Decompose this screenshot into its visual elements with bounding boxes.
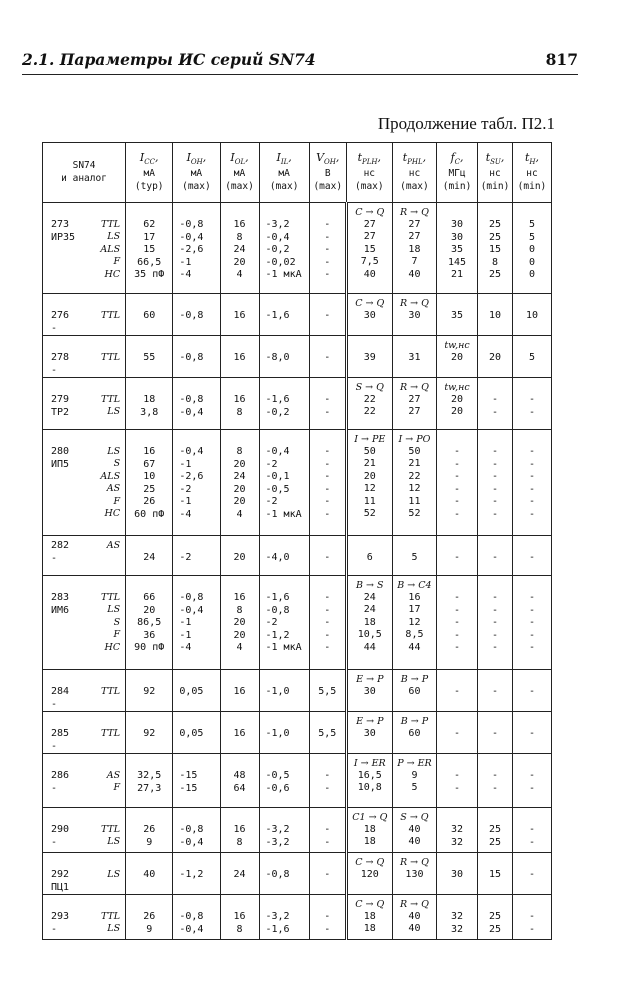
cell-tplh: S → Q 22 22 [346, 378, 392, 430]
cell-voh: 5,5 [309, 670, 346, 712]
cell-voh: - - - - - [309, 576, 346, 670]
cell-voh: - [309, 853, 346, 895]
cell-icc: 60 [126, 294, 173, 336]
table-row [43, 712, 552, 754]
cell-tsu: - - - - - - [478, 430, 513, 536]
device-number: 292 ПЦ1 [51, 869, 70, 893]
cell-fc: 30 [437, 853, 478, 895]
col-symbol: $I_{OH}$, [186, 151, 207, 167]
col-unit: нс [408, 168, 421, 179]
cell-icc: 66 20 86,5 36 90 пФ [126, 576, 173, 670]
cell-tplh: C1 → Q 18 18 [346, 808, 392, 853]
device-cell [43, 712, 126, 754]
device-number: 285 - [51, 728, 70, 752]
cell-ioh: -0,8 [173, 294, 220, 336]
cell-tsu: - - [478, 378, 513, 430]
col-qualifier: (max) [225, 180, 254, 192]
device-number: 280 ИП5 [51, 446, 70, 470]
table-row [43, 576, 552, 670]
cell-th: - - [512, 895, 551, 940]
table-row [43, 853, 552, 895]
cell-fc: 35 [437, 294, 478, 336]
device-cell [43, 808, 126, 853]
table-row [43, 378, 552, 430]
table-row [43, 754, 552, 808]
cell-tsu: - - - - - [478, 576, 513, 670]
cell-fc: - - [437, 754, 478, 808]
device-cell [43, 430, 126, 536]
cell-icc: 55 [126, 336, 173, 378]
device-series: TTL LS [100, 394, 121, 418]
col-header-iil [259, 143, 309, 203]
col-header-tphl [392, 143, 436, 203]
col-unit: нс [489, 168, 501, 179]
cell-ioh: 0,05 [173, 712, 220, 754]
table-row [43, 294, 552, 336]
table-row [43, 336, 552, 378]
cell-ioh: -1,2 [173, 853, 220, 895]
device-series: TTL [100, 352, 121, 363]
cell-tsu: - [478, 712, 513, 754]
cell-iol: 16 8 24 20 4 [220, 203, 259, 294]
col-qualifier: (min) [480, 180, 510, 192]
cell-icc: 18 3,8 [126, 378, 173, 430]
cell-iol: 8 20 24 20 20 4 [220, 430, 259, 536]
col-unit: мА [190, 168, 203, 179]
cell-iil: -3,2 -0,4 -0,2 -0,02 -1 мкА [259, 203, 309, 294]
col-device-line1: SN74 [72, 159, 96, 171]
cell-voh: - [309, 536, 346, 576]
cell-fc: tw,нс 20 20 [437, 378, 478, 430]
col-unit: мА [143, 168, 155, 179]
cell-ioh: -15 -15 [173, 754, 220, 808]
cell-icc: 62 17 15 66,5 35 пФ [126, 203, 173, 294]
running-title: 2.1. Параметры ИС серий SN74 [22, 50, 316, 69]
device-series: AS [106, 540, 121, 551]
header-row [43, 143, 552, 203]
cell-tphl: R → Q 30 [392, 294, 436, 336]
cell-tphl: R → Q 27 27 [392, 378, 436, 430]
device-cell [43, 336, 126, 378]
col-symbol: $I_{CC}$, [139, 151, 159, 167]
col-header-icc [126, 143, 173, 203]
cell-iil: -3,2 -3,2 [259, 808, 309, 853]
cell-voh: - - [309, 378, 346, 430]
cell-tsu: 25 25 15 8 25 [478, 203, 513, 294]
col-qualifier: (max) [313, 180, 343, 192]
device-number: 276 - [51, 310, 70, 334]
col-header-tplh [346, 143, 392, 203]
col-symbol: $t_{SU}$, [485, 151, 505, 167]
device-cell [43, 203, 126, 294]
device-number: 282 - [51, 540, 70, 564]
table-row [43, 895, 552, 940]
table-row [43, 808, 552, 853]
cell-iil: -1,6 -0,2 [259, 378, 309, 430]
cell-th: - [512, 712, 551, 754]
cell-voh: - - [309, 754, 346, 808]
cell-iol: 16 [220, 670, 259, 712]
page-number: 817 [545, 50, 578, 69]
cell-iil: -0,5 -0,6 [259, 754, 309, 808]
device-number: 290 - [51, 824, 70, 848]
cell-iil: -1,0 [259, 712, 309, 754]
table-row [43, 430, 552, 536]
col-qualifier: (min) [442, 180, 472, 192]
running-head [22, 50, 578, 75]
cell-iol: 16 [220, 294, 259, 336]
cell-voh: - [309, 294, 346, 336]
cell-tphl: 31 [392, 336, 436, 378]
cell-tphl: S → Q 40 40 [392, 808, 436, 853]
col-unit: мА [278, 168, 290, 179]
device-cell [43, 670, 126, 712]
device-cell [43, 536, 126, 576]
cell-th: 5 5 0 0 0 [512, 203, 551, 294]
cell-iil: -1,0 [259, 670, 309, 712]
parameters-table [42, 142, 552, 940]
device-number: 283 ИМ6 [51, 592, 70, 616]
cell-voh: - - [309, 895, 346, 940]
col-unit: В [324, 168, 331, 179]
col-header-device [43, 143, 126, 203]
col-header-fc [437, 143, 478, 203]
device-series: TTL LS [100, 824, 121, 848]
cell-iil: -3,2 -1,6 [259, 895, 309, 940]
cell-iol: 16 [220, 712, 259, 754]
cell-th: - [512, 536, 551, 576]
device-number: 279 ТР2 [51, 394, 70, 418]
cell-tplh: C → Q 120 [346, 853, 392, 895]
device-series: TTL [100, 686, 121, 697]
cell-fc: tw,нс 20 [437, 336, 478, 378]
cell-icc: 92 [126, 670, 173, 712]
cell-icc: 40 [126, 853, 173, 895]
cell-tsu: 20 [478, 336, 513, 378]
cell-th: - - - - - [512, 576, 551, 670]
cell-iil: -0,4 -2 -0,1 -0,5 -2 -1 мкА [259, 430, 309, 536]
cell-tsu: 25 25 [478, 895, 513, 940]
cell-fc: - - - - - - [437, 430, 478, 536]
cell-th: - - [512, 754, 551, 808]
cell-ioh: -0,8 -0,4 -1 -1 -4 [173, 576, 220, 670]
col-header-ioh [173, 143, 220, 203]
cell-voh: - - - - - - [309, 430, 346, 536]
table-row [43, 670, 552, 712]
cell-ioh: -0,8 -0,4 [173, 378, 220, 430]
cell-iol: 20 [220, 536, 259, 576]
col-header-th [512, 143, 551, 203]
cell-iil: -1,6 -0,8 -2 -1,2 -1 мкА [259, 576, 309, 670]
cell-iol: 16 8 [220, 378, 259, 430]
cell-iol: 48 64 [220, 754, 259, 808]
cell-voh: - [309, 336, 346, 378]
cell-tplh: E → P 30 [346, 670, 392, 712]
cell-fc: 32 32 [437, 808, 478, 853]
device-series: TTL [100, 310, 121, 321]
cell-tplh: C → Q 18 18 [346, 895, 392, 940]
col-qualifier: (typ) [134, 180, 164, 192]
col-symbol: $t_H$, [524, 151, 539, 167]
device-cell [43, 576, 126, 670]
col-device-line2: и аналог [61, 172, 107, 184]
cell-iol: 24 [220, 853, 259, 895]
cell-icc: 92 [126, 712, 173, 754]
cell-ioh: -0,8 -0,4 [173, 808, 220, 853]
cell-ioh: -2 [173, 536, 220, 576]
cell-tsu: 10 [478, 294, 513, 336]
cell-tplh: I → PE 50 21 20 12 11 52 [346, 430, 392, 536]
col-symbol: $t_{PHL}$, [402, 151, 427, 167]
cell-tsu: - [478, 670, 513, 712]
device-number: 286 - [51, 770, 70, 794]
cell-iil: -1,6 [259, 294, 309, 336]
device-series: LS S ALS AS F HC [100, 446, 121, 520]
cell-tphl: R → Q 40 40 [392, 895, 436, 940]
col-qualifier: (min) [517, 180, 547, 192]
cell-iol: 16 8 20 20 4 [220, 576, 259, 670]
cell-fc: - [437, 670, 478, 712]
cell-tplh: C → Q 27 27 15 7,5 40 [346, 203, 392, 294]
cell-icc: 24 [126, 536, 173, 576]
col-header-iol [220, 143, 259, 203]
table-row [43, 203, 552, 294]
cell-tphl: P → ER 9 5 [392, 754, 436, 808]
device-series: TTL LS S F HC [100, 592, 121, 653]
cell-th: - - - - - - [512, 430, 551, 536]
col-header-tsu [478, 143, 513, 203]
col-unit: нс [526, 168, 538, 179]
cell-fc: - - - - - [437, 576, 478, 670]
cell-ioh: -0,8 -0,4 [173, 895, 220, 940]
cell-iil: -8,0 [259, 336, 309, 378]
col-unit: МГц [448, 168, 466, 179]
device-cell [43, 853, 126, 895]
device-series: TTL LS [100, 911, 121, 935]
cell-tplh: E → P 30 [346, 712, 392, 754]
device-number: 278 - [51, 352, 70, 376]
cell-tplh: I → ER 16,5 10,8 [346, 754, 392, 808]
device-number: 284 - [51, 686, 70, 710]
col-symbol: $t_{PLH}$, [357, 151, 381, 167]
cell-icc: 16 67 10 25 26 60 пФ [126, 430, 173, 536]
cell-tphl: B → C4 16 17 12 8,5 44 [392, 576, 436, 670]
cell-tphl: B → P 60 [392, 712, 436, 754]
cell-voh: - - [309, 808, 346, 853]
cell-tsu: - [478, 536, 513, 576]
cell-iil: -0,8 [259, 853, 309, 895]
cell-iol: 16 8 [220, 808, 259, 853]
cell-fc: - [437, 536, 478, 576]
device-series: LS [107, 869, 121, 880]
device-cell [43, 895, 126, 940]
cell-th: - - [512, 378, 551, 430]
cell-icc: 32,5 27,3 [126, 754, 173, 808]
cell-iol: 16 8 [220, 895, 259, 940]
table-row [43, 536, 552, 576]
cell-tsu: 25 25 [478, 808, 513, 853]
cell-th: 10 [512, 294, 551, 336]
cell-fc: 30 30 35 145 21 [437, 203, 478, 294]
cell-voh: 5,5 [309, 712, 346, 754]
cell-tsu: 15 [478, 853, 513, 895]
device-series: AS F [106, 770, 121, 794]
cell-tphl: 5 [392, 536, 436, 576]
col-qualifier: (max) [269, 180, 299, 192]
col-unit: мА [233, 168, 246, 179]
cell-tplh: B → S 24 24 18 10,5 44 [346, 576, 392, 670]
col-qualifier: (max) [400, 180, 429, 192]
cell-th: 5 [512, 336, 551, 378]
device-number: 293 - [51, 911, 70, 935]
cell-ioh: -0,8 -0,4 -2,6 -1 -4 [173, 203, 220, 294]
cell-tphl: B → P 60 [392, 670, 436, 712]
col-symbol: $V_{OH}$, [316, 151, 340, 167]
col-symbol: $f_C$, [450, 151, 464, 167]
cell-fc: - [437, 712, 478, 754]
col-qualifier: (max) [182, 180, 211, 192]
device-series: TTL [100, 728, 121, 739]
cell-voh: - - - - - [309, 203, 346, 294]
device-cell [43, 294, 126, 336]
cell-icc: 26 9 [126, 808, 173, 853]
cell-tphl: R → Q 130 [392, 853, 436, 895]
cell-ioh: 0,05 [173, 670, 220, 712]
cell-ioh: -0,8 [173, 336, 220, 378]
cell-tphl: I → PO 50 21 22 12 11 52 [392, 430, 436, 536]
cell-iil: -4,0 [259, 536, 309, 576]
cell-icc: 26 9 [126, 895, 173, 940]
device-cell [43, 754, 126, 808]
cell-iol: 16 [220, 336, 259, 378]
cell-tphl: R → Q 27 27 18 7 40 [392, 203, 436, 294]
cell-tplh: 39 [346, 336, 392, 378]
cell-th: - [512, 853, 551, 895]
device-series: TTL LS ALS F HC [100, 219, 121, 280]
device-number: 273 ИР35 [51, 219, 76, 243]
col-header-voh [309, 143, 346, 203]
cell-tplh: C → Q 30 [346, 294, 392, 336]
cell-th: - [512, 670, 551, 712]
cell-th: - - [512, 808, 551, 853]
device-cell [43, 378, 126, 430]
table-caption: Продолжение табл. П2.1 [377, 114, 555, 133]
col-symbol: $I_{OL}$, [230, 151, 249, 167]
table-body [43, 203, 552, 940]
col-unit: нс [363, 168, 376, 179]
col-symbol: $I_{IL}$, [276, 151, 292, 167]
cell-fc: 32 32 [437, 895, 478, 940]
cell-tplh: 6 [346, 536, 392, 576]
cell-ioh: -0,4 -1 -2,6 -2 -1 -4 [173, 430, 220, 536]
col-qualifier: (max) [355, 180, 384, 192]
cell-tsu: - - [478, 754, 513, 808]
